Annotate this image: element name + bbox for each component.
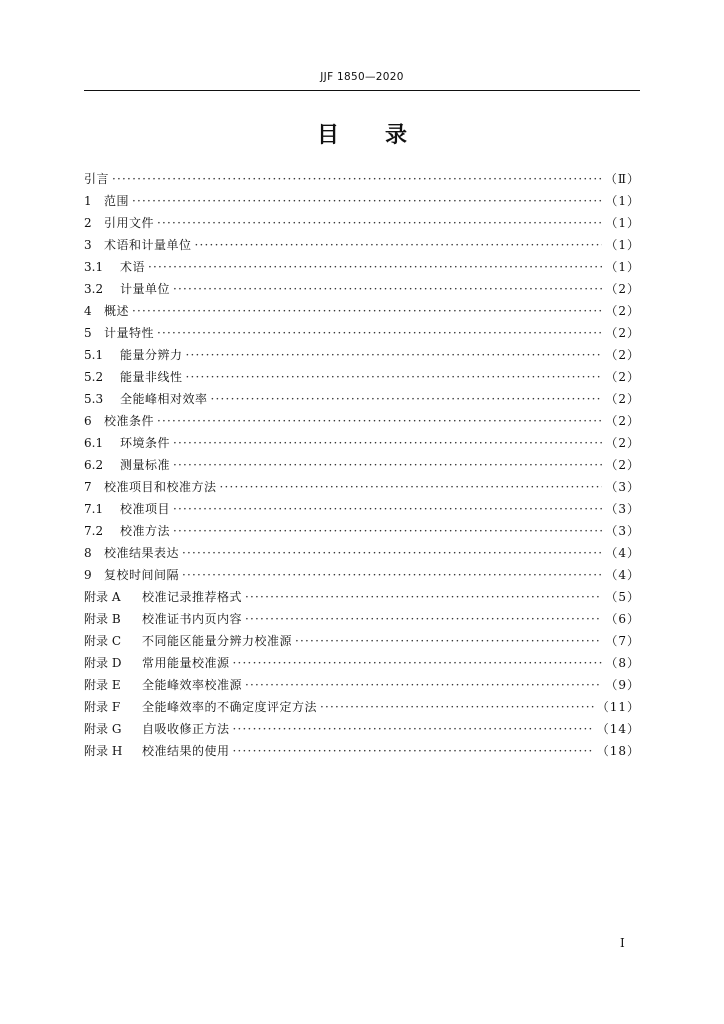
toc-entry-label: 复校时间间隔 <box>104 568 180 582</box>
toc-entry-page: （9） <box>605 678 640 692</box>
toc-entry-number: 8 <box>84 546 92 560</box>
toc-entry-page: （1） <box>605 216 640 230</box>
toc-leader-dots <box>173 278 602 300</box>
toc-entry-number: 2 <box>84 216 92 230</box>
toc-entry-page: （3） <box>605 502 640 516</box>
toc-entry-number: 附录 F <box>84 700 121 714</box>
toc-leader-dots <box>245 608 602 630</box>
toc-entry-number: 5 <box>84 326 92 340</box>
toc-entry-number: 4 <box>84 304 92 318</box>
toc-leader-dots <box>182 564 602 586</box>
toc-leader-dots <box>186 344 603 366</box>
toc-leader-dots <box>195 234 603 256</box>
toc-entry[interactable] <box>84 498 640 520</box>
toc-leader-dots <box>182 542 602 564</box>
toc-entry-label: 校准方法 <box>120 524 171 538</box>
toc-leader-dots <box>132 300 602 322</box>
toc-entry-page: （2） <box>605 282 640 296</box>
toc-entry[interactable] <box>84 608 640 630</box>
toc-entry-number: 3 <box>84 238 92 252</box>
toc-entry[interactable] <box>84 476 640 498</box>
toc-entry-page: （3） <box>605 524 640 538</box>
toc-leader-dots <box>157 212 602 234</box>
toc-entry-number: 7.2 <box>84 524 104 538</box>
toc-entry-page: （14） <box>596 722 640 736</box>
toc-entry-number: 附录 D <box>84 656 122 670</box>
toc-entry[interactable] <box>84 542 640 564</box>
toc-entry[interactable] <box>84 652 640 674</box>
toc-entry-number: 9 <box>84 568 92 582</box>
title-char-1: 目 <box>316 123 339 148</box>
toc-entry[interactable] <box>84 190 640 212</box>
toc-leader-dots <box>148 256 602 278</box>
toc-entry-page: （7） <box>605 634 640 648</box>
toc-entry[interactable] <box>84 168 640 190</box>
toc-entry-page: （2） <box>605 326 640 340</box>
toc-entry-number: 附录 E <box>84 678 121 692</box>
toc-leader-dots <box>173 432 602 454</box>
toc-entry[interactable] <box>84 410 640 432</box>
toc-entry-number: 附录 B <box>84 612 121 626</box>
toc-leader-dots <box>157 410 602 432</box>
toc-entry-number: 5.2 <box>84 370 104 384</box>
toc-entry[interactable] <box>84 234 640 256</box>
toc-leader-dots <box>186 366 603 388</box>
toc-entry-label: 不同能区能量分辨力校准源 <box>142 634 293 648</box>
toc-entry-label: 全能峰效率校准源 <box>142 678 243 692</box>
toc-leader-dots <box>233 740 594 762</box>
toc-leader-dots <box>112 168 602 190</box>
toc-entry[interactable] <box>84 740 640 762</box>
toc-entry-number: 附录 G <box>84 722 122 736</box>
toc-entry-number: 3.1 <box>84 260 104 274</box>
toc-entry[interactable] <box>84 388 640 410</box>
toc-entry-label: 校准条件 <box>104 414 155 428</box>
toc-entry[interactable] <box>84 300 640 322</box>
toc-entry-page: （1） <box>605 238 640 252</box>
toc-entry-number: 5.1 <box>84 348 104 362</box>
toc-entry-label: 全能峰相对效率 <box>120 392 208 406</box>
table-of-contents <box>84 168 640 762</box>
toc-entry-label: 全能峰效率的不确定度评定方法 <box>142 700 318 714</box>
toc-entry-label: 常用能量校准源 <box>142 656 230 670</box>
toc-entry[interactable] <box>84 212 640 234</box>
toc-entry-number: 7.1 <box>84 502 104 516</box>
toc-entry-number: 6.2 <box>84 458 104 472</box>
toc-entry[interactable] <box>84 564 640 586</box>
toc-entry-label: 范围 <box>104 194 130 208</box>
toc-entry[interactable] <box>84 454 640 476</box>
toc-entry-page: （1） <box>605 260 640 274</box>
toc-entry[interactable] <box>84 256 640 278</box>
toc-entry-page: （Ⅱ） <box>604 172 640 186</box>
toc-entry-number: 1 <box>84 194 92 208</box>
page-number: I <box>620 936 625 950</box>
toc-entry[interactable] <box>84 718 640 740</box>
toc-entry-number: 6 <box>84 414 92 428</box>
toc-entry-page: （2） <box>605 414 640 428</box>
toc-entry-label: 校准项目 <box>120 502 171 516</box>
toc-entry-page: （2） <box>605 304 640 318</box>
toc-entry-number: 附录 H <box>84 744 123 758</box>
toc-entry-page: （2） <box>605 436 640 450</box>
toc-entry-page: （4） <box>605 568 640 582</box>
toc-entry-label: 术语 <box>120 260 146 274</box>
toc-leader-dots <box>157 322 602 344</box>
page-header-code: JJF 1850—2020 <box>320 71 404 83</box>
toc-leader-dots <box>173 498 602 520</box>
toc-entry-label: 计量特性 <box>104 326 155 340</box>
toc-leader-dots <box>173 454 602 476</box>
toc-entry[interactable] <box>84 432 640 454</box>
header-rule <box>84 90 640 91</box>
toc-leader-dots <box>173 520 602 542</box>
toc-entry-page: （4） <box>605 546 640 560</box>
toc-entry[interactable] <box>84 278 640 300</box>
toc-entry-page: （6） <box>605 612 640 626</box>
toc-entry-number: 6.1 <box>84 436 104 450</box>
toc-leader-dots <box>320 696 594 718</box>
toc-entry-label: 计量单位 <box>120 282 171 296</box>
toc-entry-number: 7 <box>84 480 92 494</box>
toc-entry-label: 校准结果的使用 <box>142 744 230 758</box>
toc-entry-label: 概述 <box>104 304 130 318</box>
toc-leader-dots <box>211 388 603 410</box>
toc-entry-label: 环境条件 <box>120 436 171 450</box>
toc-leader-dots <box>295 630 602 652</box>
toc-entry[interactable] <box>84 630 640 652</box>
toc-entry[interactable] <box>84 674 640 696</box>
toc-entry[interactable] <box>84 322 640 344</box>
toc-entry-number: 附录 C <box>84 634 121 648</box>
toc-entry-label: 校准项目和校准方法 <box>104 480 217 494</box>
toc-entry-label: 测量标准 <box>120 458 171 472</box>
toc-entry-page: （2） <box>605 392 640 406</box>
toc-entry-label: 校准结果表达 <box>104 546 180 560</box>
toc-entry-page: （2） <box>605 458 640 472</box>
toc-leader-dots <box>233 718 594 740</box>
toc-entry-label: 能量分辨力 <box>120 348 183 362</box>
title-char-2: 录 <box>385 123 408 148</box>
toc-leader-dots <box>245 674 602 696</box>
toc-entry-page: （2） <box>605 370 640 384</box>
toc-entry-number: 3.2 <box>84 282 104 296</box>
toc-entry[interactable] <box>84 520 640 542</box>
toc-leader-dots <box>220 476 603 498</box>
toc-entry-page: （8） <box>605 656 640 670</box>
toc-entry-page: （18） <box>596 744 640 758</box>
toc-entry-number: 5.3 <box>84 392 104 406</box>
toc-entry[interactable] <box>84 586 640 608</box>
page-title <box>84 118 640 149</box>
toc-entry-page: （1） <box>605 194 640 208</box>
toc-leader-dots <box>132 190 602 212</box>
toc-entry-label: 引用文件 <box>104 216 155 230</box>
toc-entry-page: （3） <box>605 480 640 494</box>
toc-entry-number: 附录 A <box>84 590 121 604</box>
toc-entry[interactable] <box>84 366 640 388</box>
toc-entry-page: （11） <box>596 700 640 714</box>
toc-leader-dots <box>245 586 602 608</box>
toc-entry-page: （2） <box>605 348 640 362</box>
toc-entry-label: 引言 <box>84 172 110 186</box>
toc-entry-label: 校准记录推荐格式 <box>142 590 243 604</box>
toc-entry[interactable] <box>84 696 640 718</box>
toc-entry[interactable] <box>84 344 640 366</box>
toc-entry-label: 能量非线性 <box>120 370 183 384</box>
toc-leader-dots <box>233 652 603 674</box>
toc-entry-page: （5） <box>605 590 640 604</box>
toc-entry-label: 校准证书内页内容 <box>142 612 243 626</box>
toc-entry-label: 术语和计量单位 <box>104 238 192 252</box>
toc-entry-label: 自吸收修正方法 <box>142 722 230 736</box>
